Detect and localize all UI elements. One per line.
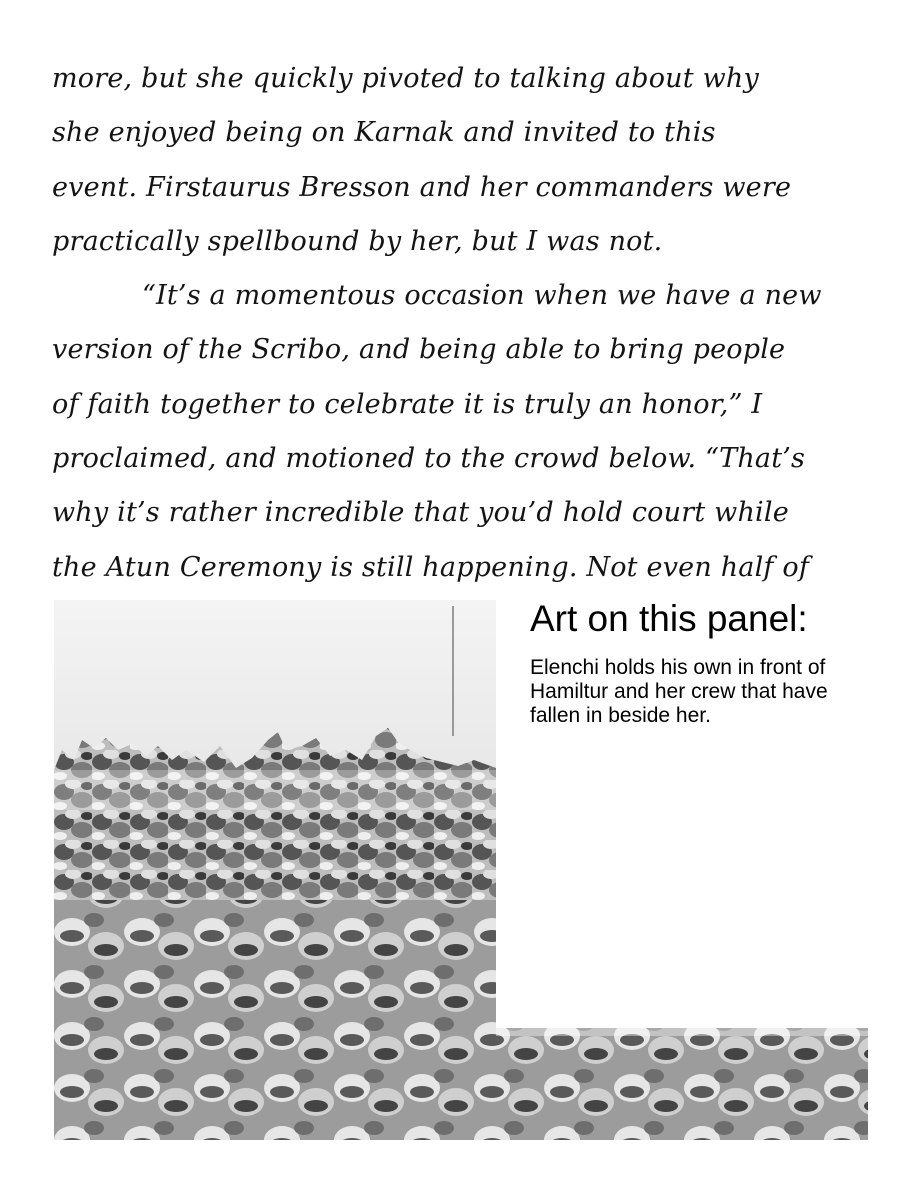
story-line: proclaimed, and motioned to the crowd below. “That’s: [52, 443, 806, 475]
story-line: event. Firstaurus Bresson and her commanders were: [52, 171, 792, 203]
panel-note-description: Elenchi holds his own in front of Hamiltur and her crew that have fallen in beside her.: [530, 656, 828, 727]
story-line: she enjoyed being on Karnak and invited to this: [52, 117, 716, 149]
story-line: the Atun Ceremony is still happening. Not even half of: [52, 551, 810, 583]
panel-divider: [452, 606, 454, 736]
story-text: [52, 52, 852, 595]
story-line: version of the Scribo, and being able to bring people: [52, 334, 786, 366]
story-line: more, but she quickly pivoted to talking about why: [52, 63, 759, 94]
story-line: why it’s rather incredible that you’d hold court while: [52, 497, 789, 529]
story-line: practically spellbound by her, but I was not.: [52, 225, 663, 257]
panel-note: [530, 596, 870, 728]
story-line: “It’s a momentous occasion when we have a new: [142, 280, 822, 312]
story-line: of faith together to celebrate it is truly an honor,” I: [52, 388, 763, 420]
panel-note-heading: Art on this panel:: [530, 598, 808, 639]
